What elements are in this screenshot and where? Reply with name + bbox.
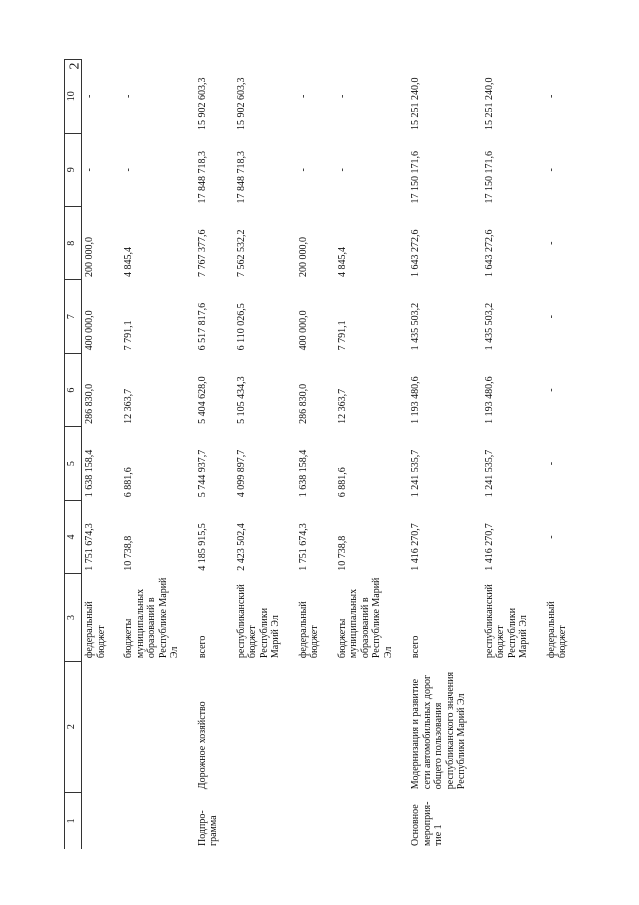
- value-cell: 7 767 377,6: [196, 229, 208, 277]
- value-cell: 4 845,4: [123, 246, 134, 277]
- name-cell: Модернизация и развитие сети автомобильных дорог общего пользования республиканского значения Республики Марий Эл: [410, 671, 467, 790]
- rotated-table-container: [64, 59, 574, 849]
- row-spacer-cell: [284, 60, 296, 850]
- table-row: [408, 60, 470, 850]
- table-row: [195, 60, 222, 850]
- row-spacer-cell: [222, 60, 234, 850]
- value-cell: 1 241 535,7: [483, 449, 495, 498]
- value-cell: 7 791,1: [123, 320, 134, 351]
- value-cell: 6 881,6: [123, 467, 134, 498]
- name-cell: [296, 661, 323, 792]
- table-row: [482, 60, 532, 850]
- value-cell: 5 404 628,0: [196, 376, 208, 424]
- source-cell: всего: [196, 635, 208, 659]
- row-spacer: [222, 60, 234, 850]
- table-row: [234, 60, 284, 850]
- header-cell: 10: [65, 60, 82, 134]
- value-cell: 5 105 434,3: [235, 376, 247, 424]
- value-cell: 1 638 158,4: [84, 449, 95, 498]
- value-cell: 1 751 674,3: [297, 523, 309, 571]
- source-cell: республиканский бюджет Республики Марий Эл: [483, 584, 529, 659]
- value-cell: -: [545, 168, 557, 172]
- value-cell: 1 416 270,7: [410, 523, 421, 571]
- table-row: [82, 60, 110, 850]
- table-row: [121, 60, 183, 850]
- value-cell: 10 738,8: [123, 535, 134, 571]
- row-spacer: [396, 60, 408, 850]
- value-cell: 17 150 171,6: [410, 150, 421, 204]
- value-cell: -: [84, 94, 95, 98]
- value-cell: 4 185 915,5: [196, 523, 208, 571]
- row-spacer-cell: [109, 60, 121, 850]
- row-spacer-cell: [532, 60, 544, 850]
- row-spacer: [183, 60, 195, 850]
- status-cell: [82, 792, 110, 849]
- value-cell: 6 517 817,6: [196, 302, 208, 351]
- status-cell: Подпро-грамма: [196, 810, 219, 846]
- source-cell: бюджеты муниципальных образований в Республике Марий Эл: [123, 577, 180, 659]
- value-cell: 1 193 480,6: [410, 376, 421, 424]
- header-cell: 5: [65, 427, 82, 500]
- name-cell: [335, 661, 397, 792]
- value-cell: 7 562 532,2: [235, 229, 247, 277]
- source-cell: всего: [410, 635, 421, 659]
- value-cell: 17 848 718,3: [196, 150, 208, 204]
- value-cell: 200 000,0: [84, 236, 95, 277]
- header-cell: 3: [65, 574, 82, 661]
- value-cell: 5 744 937,7: [196, 449, 208, 498]
- status-cell: [296, 792, 323, 849]
- value-cell: 400 000,0: [297, 310, 309, 351]
- value-cell: 400 000,0: [84, 310, 95, 351]
- header-cell: 7: [65, 280, 82, 353]
- value-cell: 286 830,0: [297, 383, 309, 424]
- row-spacer-cell: [396, 60, 408, 850]
- name-cell: [234, 661, 284, 792]
- row-spacer: [532, 60, 544, 850]
- value-cell: -: [545, 241, 557, 245]
- table-row: [296, 60, 323, 850]
- status-cell: [335, 792, 397, 849]
- value-cell: 1 435 503,2: [483, 302, 495, 351]
- status-cell: [121, 792, 183, 849]
- source-cell: бюджеты муниципальных образований в Республике Марий Эл: [336, 577, 394, 659]
- table-row: [335, 60, 397, 850]
- value-cell: 1 435 503,2: [410, 302, 421, 351]
- source-cell: федеральный бюджет: [297, 601, 320, 659]
- value-cell: 4 099 897,7: [235, 449, 247, 498]
- value-cell: -: [297, 94, 309, 98]
- value-cell: 1 193 480,6: [483, 376, 495, 424]
- value-cell: 4 845,4: [336, 246, 348, 277]
- page-number: 2: [67, 62, 83, 70]
- value-cell: 12 363,7: [123, 388, 134, 424]
- value-cell: 10 738,8: [336, 535, 348, 571]
- name-cell: [482, 661, 532, 792]
- name-cell: [121, 661, 183, 792]
- value-cell: -: [545, 388, 557, 392]
- value-cell: 17 848 718,3: [235, 150, 247, 204]
- value-cell: 2 423 502,4: [235, 523, 247, 571]
- value-cell: -: [336, 94, 348, 98]
- value-cell: 17 150 171,6: [483, 150, 495, 204]
- status-cell: [482, 792, 532, 849]
- table-header-row: [65, 60, 82, 850]
- row-spacer-cell: [183, 60, 195, 850]
- value-cell: 15 902 603,3: [235, 77, 247, 131]
- value-cell: 1 241 535,7: [410, 449, 421, 498]
- value-cell: 15 251 240,0: [410, 77, 421, 131]
- header-cell: 6: [65, 353, 82, 426]
- value-cell: -: [84, 168, 95, 172]
- value-cell: 1 643 272,6: [483, 229, 495, 277]
- row-spacer: [109, 60, 121, 850]
- name-cell: Дорожное хозяйство: [196, 701, 208, 790]
- value-cell: 12 363,7: [336, 388, 348, 424]
- status-cell: Основное мероприя-тие 1: [410, 801, 444, 846]
- header-cell: 8: [65, 206, 82, 279]
- value-cell: 1 751 674,3: [84, 523, 95, 571]
- value-cell: -: [336, 168, 348, 172]
- value-cell: 1 416 270,7: [483, 523, 495, 571]
- row-spacer: [284, 60, 296, 850]
- row-spacer: [323, 60, 335, 850]
- value-cell: -: [545, 535, 557, 539]
- source-cell: республиканский бюджет Республики Марий Эл: [235, 584, 281, 659]
- value-cell: 6 110 026,5: [235, 303, 247, 351]
- value-cell: -: [545, 94, 557, 98]
- budget-table: [64, 59, 571, 849]
- value-cell: 1 643 272,6: [410, 229, 421, 277]
- value-cell: 7 791,1: [336, 320, 348, 351]
- source-cell: федеральный бюджет: [84, 601, 107, 659]
- value-cell: 286 830,0: [84, 383, 95, 424]
- name-cell: [82, 661, 110, 792]
- row-spacer-cell: [323, 60, 335, 850]
- value-cell: 200 000,0: [297, 236, 309, 277]
- row-spacer: [470, 60, 482, 850]
- value-cell: -: [123, 168, 134, 172]
- source-cell: федеральный бюджет: [545, 601, 568, 659]
- value-cell: -: [297, 168, 309, 172]
- value-cell: -: [123, 94, 134, 98]
- value-cell: -: [545, 461, 557, 466]
- row-spacer-cell: [470, 60, 482, 850]
- header-cell: 1: [65, 792, 82, 849]
- value-cell: 15 251 240,0: [483, 77, 495, 131]
- value-cell: 15 902 603,3: [196, 77, 208, 131]
- status-cell: [544, 792, 571, 849]
- header-cell: 9: [65, 133, 82, 206]
- value-cell: -: [545, 315, 557, 319]
- name-cell: [544, 661, 571, 792]
- header-cell: 4: [65, 500, 82, 573]
- value-cell: 1 638 158,4: [297, 449, 309, 498]
- header-cell: 2: [65, 661, 82, 792]
- table-row: [544, 60, 571, 850]
- status-cell: [234, 792, 284, 849]
- value-cell: 6 881,6: [336, 467, 348, 498]
